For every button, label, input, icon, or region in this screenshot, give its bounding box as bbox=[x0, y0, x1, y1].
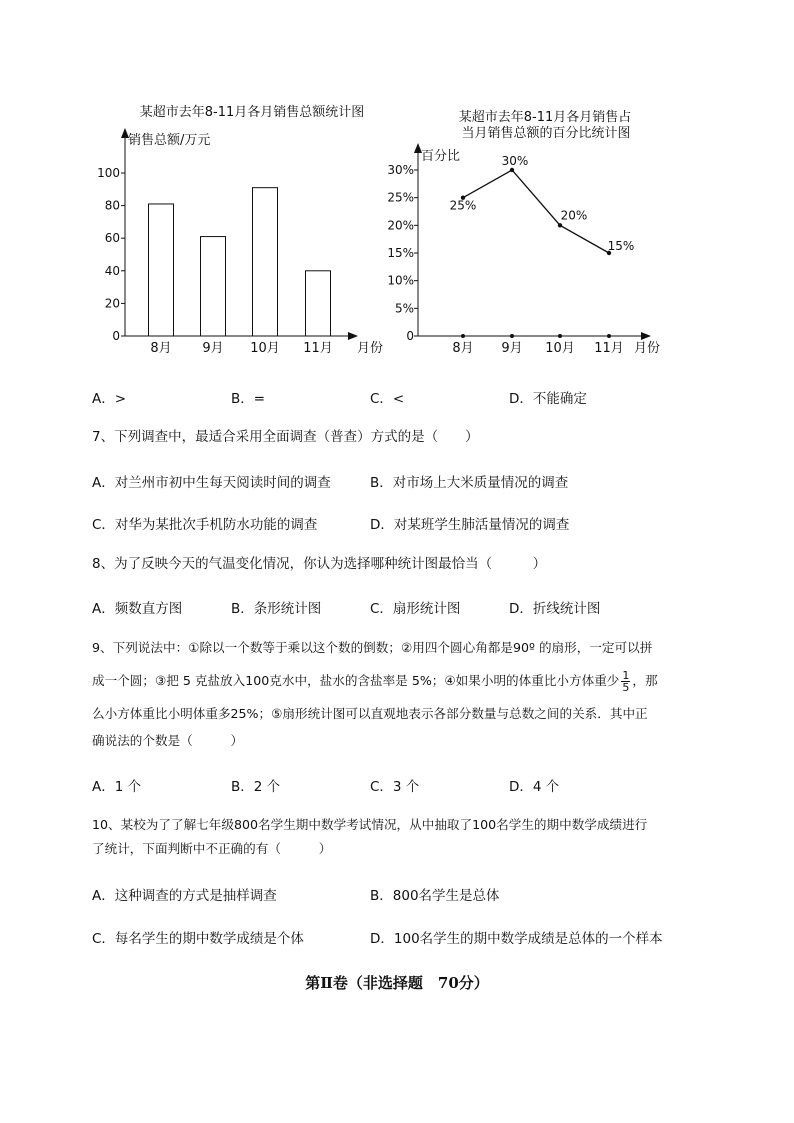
q9-fraction bbox=[621, 670, 630, 693]
q7-option-c: C．对华为某批次手机防水功能的调查 bbox=[92, 517, 318, 533]
q6-option-c: C．< bbox=[370, 391, 405, 407]
bar-chart-y-tick-label: 40 bbox=[104, 263, 120, 278]
bar-chart-y-tick-label: 0 bbox=[112, 329, 120, 343]
bar-chart-x-tick-label: 9月 bbox=[202, 341, 224, 356]
q7-stem: 7、下列调查中，最适合采用全面调查（普查）方式的是（ ） bbox=[92, 429, 479, 445]
q6-option-a: A．> bbox=[92, 391, 127, 407]
line-chart-x-axis-dot bbox=[461, 334, 465, 338]
line-chart-y-tick-label: 5% bbox=[394, 301, 414, 316]
q7-option-a: A．对兰州市初中生每天阅读时间的调查 bbox=[92, 475, 331, 491]
q6-option-b: B．= bbox=[231, 391, 266, 407]
line-chart-point bbox=[510, 168, 514, 172]
q10-stem-line1: 10、某校为了了解七年级800名学生期中数学考试情况，从中抽取了100名学生的期中数学成绩进行 bbox=[92, 817, 648, 832]
q9-stem-line3: 么小方体重比小明体重多25%；⑤扇形统计图可以直观地表示各部分数量与总数之间的关系．其中正 bbox=[92, 706, 648, 721]
q9-option-c: C．3 个 bbox=[370, 779, 420, 795]
q8-option-b: B．条形统计图 bbox=[231, 601, 322, 617]
q9-option-b: B．2 个 bbox=[231, 779, 281, 795]
line-chart-y-tick-label: 15% bbox=[387, 246, 414, 260]
line-chart-x-tick-label: 11月 bbox=[594, 341, 624, 356]
q10-option-c: C．每名学生的期中数学成绩是个体 bbox=[92, 931, 304, 947]
q10-option-b: B．800名学生是总体 bbox=[370, 888, 500, 904]
line-chart-y-tick-label: 20% bbox=[387, 218, 414, 233]
line-chart-x-axis-label: 月份 bbox=[634, 341, 661, 356]
line-chart-data-label: 20% bbox=[560, 208, 588, 223]
bar-chart-title: 某超市去年8-11月各月销售总额统计图 bbox=[139, 105, 365, 120]
bar-chart-y-tick-label: 60 bbox=[104, 231, 120, 246]
bar-chart-y-tick-label: 100 bbox=[97, 166, 120, 180]
q9-option-a: A．1 个 bbox=[92, 779, 142, 795]
q8-stem: 8、为了反映今天的气温变化情况，你认为选择哪种统计图最恰当（ ） bbox=[92, 556, 547, 572]
q8-option-c: C．扇形统计图 bbox=[370, 601, 461, 617]
line-chart-title-line1: 某超市去年8-11月各月销售占 bbox=[458, 110, 632, 125]
q9-stem-line2-text: 成一个圆；③把 5 克盐放入100克水中，盐水的含盐率是 5%；④如果小明的体重比小方体重少 bbox=[92, 673, 620, 688]
bar-chart-x-axis-label: 月份 bbox=[357, 341, 384, 356]
line-chart-x-axis-dot bbox=[607, 334, 611, 338]
bar-chart-y-axis-label: 销售总额/万元 bbox=[128, 133, 211, 148]
bar-chart-y-tick-label: 80 bbox=[104, 198, 120, 213]
q9-fraction-numerator: 1 bbox=[622, 669, 630, 682]
line-chart-x-tick-label: 9月 bbox=[501, 341, 523, 356]
line-chart-x-tick-label: 8月 bbox=[452, 341, 474, 356]
bar-chart-y-tick-label: 20 bbox=[104, 296, 120, 311]
q9-stem-line2-tail: ，那 bbox=[632, 673, 658, 688]
bar-chart-x-tick-label: 8月 bbox=[150, 341, 172, 356]
line-chart-title-line2: 当月销售总额的百分比统计图 bbox=[461, 126, 631, 141]
q10-option-d: D．100名学生的期中数学成绩是总体的一个样本 bbox=[370, 931, 663, 947]
line-chart-data-label: 30% bbox=[501, 154, 529, 168]
q9-option-d: D．4 个 bbox=[509, 779, 560, 795]
q9-fraction-denominator: 5 bbox=[622, 681, 630, 694]
q10-stem-line2: 了统计，下面判断中不正确的有（ ） bbox=[92, 841, 332, 856]
line-chart bbox=[0, 0, 794, 380]
line-chart-point bbox=[558, 223, 562, 227]
q10-option-a: A．这种调查的方式是抽样调查 bbox=[92, 888, 277, 904]
line-chart-y-tick-label: 30% bbox=[387, 163, 414, 177]
q7-option-b: B．对市场上大米质量情况的调查 bbox=[370, 475, 569, 491]
line-chart-y-tick-label: 0 bbox=[406, 329, 414, 343]
line-chart-data-label: 25% bbox=[449, 198, 477, 213]
q9-stem-line4: 确说法的个数是（ ） bbox=[92, 733, 244, 748]
line-chart-x-tick-label: 10月 bbox=[545, 341, 575, 356]
line-chart-y-axis-label: 百分比 bbox=[421, 149, 461, 164]
bar-chart-x-tick-label: 10月 bbox=[250, 341, 280, 356]
q6-option-d: D．不能确定 bbox=[509, 391, 587, 407]
q8-option-a: A．频数直方图 bbox=[92, 601, 183, 617]
bar-chart-x-tick-label: 11月 bbox=[303, 341, 333, 356]
line-chart-y-arrow bbox=[414, 143, 422, 153]
section-title: 第Ⅱ卷（非选择题 70分） bbox=[305, 974, 489, 992]
q7-option-d: D．对某班学生肺活量情况的调查 bbox=[370, 517, 570, 533]
q8-option-d: D．折线统计图 bbox=[509, 601, 601, 617]
q9-stem-line1: 9、下列说法中：①除以一个数等于乘以这个数的倒数；②用四个圆心角都是90º 的扇形，一定可以拼 bbox=[92, 640, 653, 655]
q9-stem-line2 bbox=[92, 670, 658, 693]
line-chart-x-arrow bbox=[641, 332, 651, 340]
line-chart-data-label: 15% bbox=[607, 239, 635, 253]
line-chart-y-tick-label: 10% bbox=[387, 273, 414, 288]
line-chart-y-tick-label: 25% bbox=[387, 190, 414, 205]
line-chart-x-axis-dot bbox=[510, 334, 514, 338]
line-chart-x-axis-dot bbox=[558, 334, 562, 338]
